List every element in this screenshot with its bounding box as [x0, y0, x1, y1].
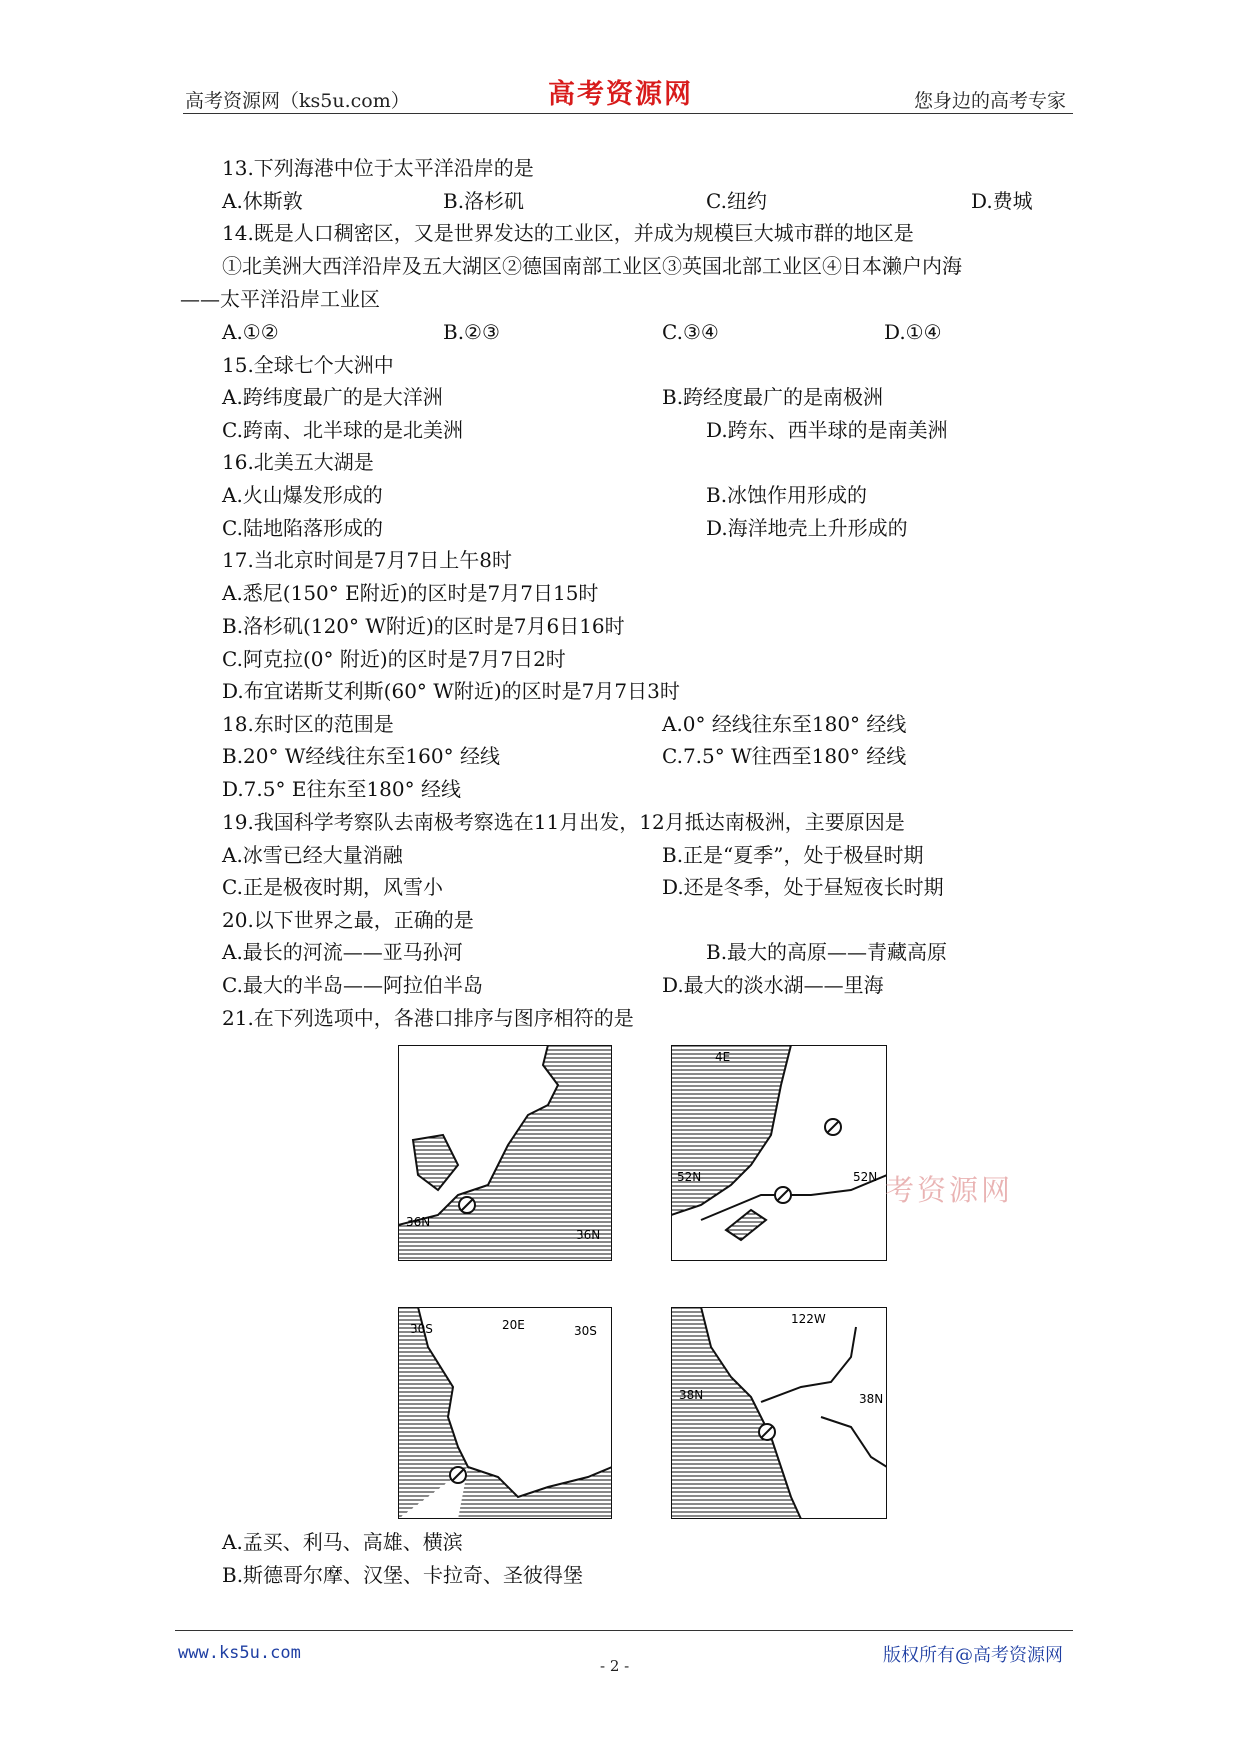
question-17-option-c: C.阿克拉(0° 附近)的区时是7月7日2时 — [222, 647, 566, 671]
question-21-option-b: B.斯德哥尔摩、汉堡、卡拉奇、圣彼得堡 — [222, 1563, 584, 1587]
question-19-stem: 19.我国科学考察队去南极考察选在11月出发，12月抵达南极洲，主要原因是 — [222, 810, 905, 834]
question-14-option-a: A.①② — [222, 320, 279, 344]
question-17-stem: 17.当北京时间是7月7日上午8时 — [222, 548, 512, 572]
question-16-option-c: C.陆地陷落形成的 — [222, 516, 383, 540]
question-19-option-c: C.正是极夜时期，风雪小 — [222, 875, 443, 899]
question-20-option-b: B.最大的高原——青藏高原 — [706, 940, 948, 964]
map-3-label-lat-right: 30S — [574, 1324, 597, 1338]
map-2-label-lat-right: 52N — [853, 1170, 878, 1184]
map-4-label-lat-left: 38N — [679, 1388, 704, 1402]
question-21-stem: 21.在下列选项中，各港口排序与图序相符的是 — [222, 1006, 634, 1030]
question-15-option-c: C.跨南、北半球的是北美洲 — [222, 418, 463, 442]
question-13-option-c: C.纽约 — [706, 189, 767, 213]
question-20-stem: 20.以下世界之最，正确的是 — [222, 908, 474, 932]
question-15-option-a: A.跨纬度最广的是大洋洲 — [222, 385, 443, 409]
question-16-option-b: B.冰蚀作用形成的 — [706, 483, 868, 507]
question-20-option-d: D.最大的淡水湖——里海 — [662, 973, 884, 997]
map-1-label-lat-left: 36N — [406, 1215, 431, 1229]
header-logo: 高考资源网 — [548, 79, 693, 110]
question-18-stem: 18.东时区的范围是 — [222, 712, 394, 736]
question-19-option-d: D.还是冬季，处于昼短夜长时期 — [662, 875, 944, 899]
map-1 — [398, 1045, 612, 1261]
footer-divider — [175, 1630, 1073, 1631]
footer-site-link[interactable]: www.ks5u.com — [178, 1643, 301, 1663]
question-18-option-d: D.7.5° E往东至180° 经线 — [222, 777, 461, 801]
map-2 — [671, 1045, 887, 1261]
map-4 — [671, 1307, 887, 1519]
header-site-name: 高考资源网（ks5u.com） — [185, 90, 410, 112]
question-14-items: ①北美洲大西洋沿岸及五大湖区②德国南部工业区③英国北部工业区④日本濑户内海 — [222, 254, 962, 278]
map-4-label-lon: 122W — [791, 1312, 826, 1326]
question-14-option-d: D.①④ — [884, 320, 942, 344]
question-15-option-b: B.跨经度最广的是南极洲 — [662, 385, 884, 409]
question-18-option-b: B.20° W经线往东至160° 经线 — [222, 744, 500, 768]
question-13-option-b: B.洛杉矶 — [443, 189, 525, 213]
question-19-option-b: B.正是“夏季”，处于极昼时期 — [662, 843, 924, 867]
map-2-label-lon: 4E — [715, 1050, 731, 1064]
question-15-stem: 15.全球七个大洲中 — [222, 353, 394, 377]
question-17-option-b: B.洛杉矶(120° W附近)的区时是7月6日16时 — [222, 614, 625, 638]
question-21-option-a: A.孟买、利马、高雄、横滨 — [222, 1530, 463, 1554]
question-17-option-a: A.悉尼(150° E附近)的区时是7月7日15时 — [222, 581, 599, 605]
question-15-option-d: D.跨东、西半球的是南美洲 — [706, 418, 948, 442]
question-16-stem: 16.北美五大湖是 — [222, 450, 374, 474]
footer-copyright: 版权所有@高考资源网 — [883, 1645, 1063, 1666]
map-2-label-lat-left: 52N — [677, 1170, 702, 1184]
question-14-items-cont: ——太平洋沿岸工业区 — [180, 287, 380, 311]
question-18-option-c: C.7.5° W往西至180° 经线 — [662, 744, 907, 768]
header-divider — [183, 113, 1073, 114]
header-tagline: 您身边的高考专家 — [913, 90, 1066, 112]
question-17-option-d: D.布宜诺斯艾利斯(60° W附近)的区时是7月7日3时 — [222, 679, 680, 703]
question-16-option-d: D.海洋地壳上升形成的 — [706, 516, 908, 540]
map-3-label-lon: 20E — [502, 1318, 525, 1332]
question-20-option-a: A.最长的河流——亚马孙河 — [222, 940, 463, 964]
question-13-option-a: A.休斯敦 — [222, 189, 303, 213]
question-18-option-a: A.0° 经线往东至180° 经线 — [662, 712, 907, 736]
page-number: - 2 - — [600, 1657, 630, 1675]
question-16-option-a: A.火山爆发形成的 — [222, 483, 383, 507]
question-14-option-b: B.②③ — [443, 320, 500, 344]
map-1-label-lat-right: 36N — [576, 1228, 601, 1242]
question-14-option-c: C.③④ — [662, 320, 719, 344]
question-13-stem: 13.下列海港中位于太平洋沿岸的是 — [222, 156, 534, 180]
question-13-option-d: D.费城 — [971, 189, 1033, 213]
map-3-label-lat-left: 30S — [410, 1322, 433, 1336]
question-20-option-c: C.最大的半岛——阿拉伯半岛 — [222, 973, 483, 997]
question-19-option-a: A.冰雪已经大量消融 — [222, 843, 403, 867]
watermark: 考资源网 — [885, 1173, 1014, 1207]
map-4-label-lat-right: 38N — [859, 1392, 884, 1406]
question-14-stem: 14.既是人口稠密区，又是世界发达的工业区，并成为规模巨大城市群的地区是 — [222, 221, 914, 245]
map-3 — [398, 1307, 612, 1519]
